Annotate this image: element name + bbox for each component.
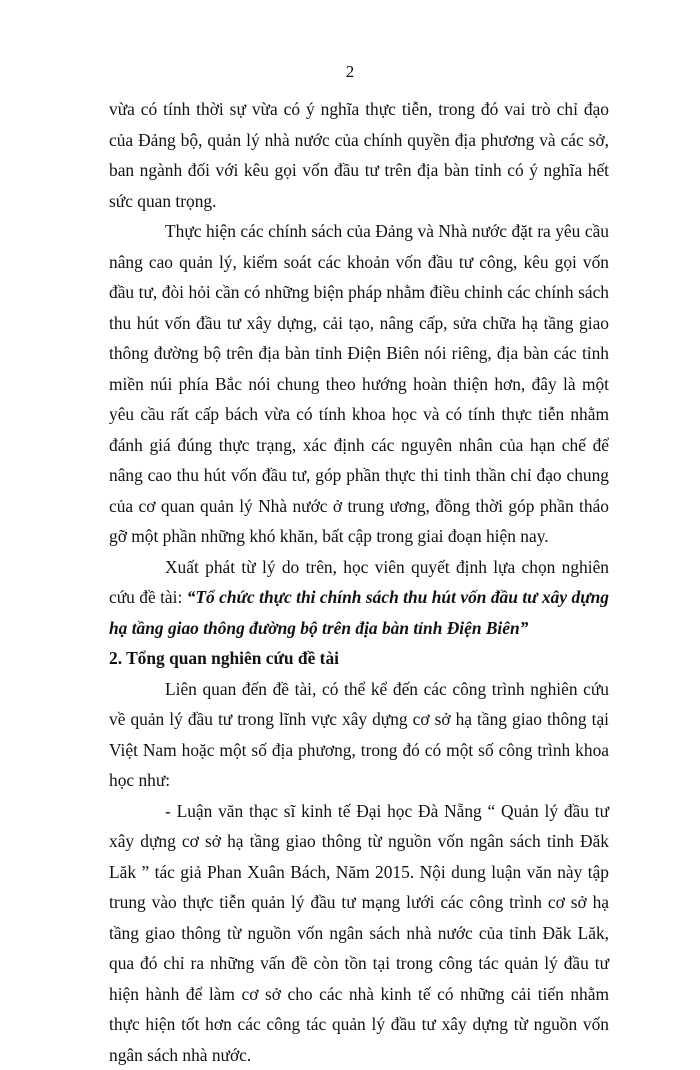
page-number: 2 <box>0 62 700 82</box>
paragraph-related-works: Liên quan đến đề tài, có thể kể đến các công trình nghiên cứu về quản lý đầu tư trong lĩnh vực xây dựng cơ sở hạ tầng giao thông tại Việt Nam hoặc một số địa phương, trong đó có một số công trình khoa học như: <box>109 674 609 796</box>
paragraph-context: vừa có tính thời sự vừa có ý nghĩa thực tiễn, trong đó vai trò chỉ đạo của Đảng bộ, quản lý nhà nước của chính quyền địa phương và các sở, ban ngành đối với kêu gọi vốn đầu tư trên địa bàn tỉnh có ý nghĩa hết sức quan trọng. <box>109 94 609 216</box>
document-body <box>109 94 609 1070</box>
paragraph-topic-selection <box>109 552 609 644</box>
thesis-title: “Tổ chức thực thi chính sách thu hút vốn đầu tư xây dựng hạ tầng giao thông đường bộ trên địa bàn tỉnh Điện Biên” <box>109 587 609 638</box>
section-heading-literature-review: 2. Tổng quan nghiên cứu đề tài <box>109 643 609 674</box>
paragraph-reference-thesis: - Luận văn thạc sĩ kinh tế Đại học Đà Nẵng “ Quản lý đầu tư xây dựng cơ sở hạ tầng giao thông từ nguồn vốn ngân sách tỉnh Đăk Lăk ” tác giả Phan Xuân Bách, Năm 2015. Nội dung luận văn này tập trung vào thực tiễn quản lý đầu tư mạng lưới các công trình cơ sở hạ tầng giao thông từ nguồn vốn ngân sách nhà nước của tỉnh Đăk Lăk, qua đó chỉ ra những vấn đề còn tồn tại trong công tác quản lý đầu tư hiện hành để làm cơ sở cho các nhà kinh tế có những cải tiến nhằm thực hiện tốt hơn các công tác quản lý đầu tư xây dựng từ nguồn vốn ngân sách nhà nước. <box>109 796 609 1070</box>
paragraph-policy-requirements: Thực hiện các chính sách của Đảng và Nhà nước đặt ra yêu cầu nâng cao quản lý, kiểm soát các khoản vốn đầu tư công, kêu gọi vốn đầu tư, đòi hỏi cần có những biện pháp nhằm điều chỉnh các chính sách thu hút vốn đầu tư xây dựng, cải tạo, nâng cấp, sửa chữa hạ tầng giao thông đường bộ trên địa bàn tỉnh Điện Biên nói riêng, địa bàn các tỉnh miền núi phía Bắc nói chung theo hướng hoàn thiện hơn, đây là một yêu cầu rất cấp bách vừa có tính khoa học và có tính thực tiễn nhằm đánh giá đúng thực trạng, xác định các nguyên nhân của hạn chế để nâng cao thu hút vốn đầu tư, góp phần thực thi tinh thần chỉ đạo chung của cơ quan quản lý Nhà nước ở trung ương, đồng thời góp phần tháo gỡ một phần những khó khăn, bất cập trong giai đoạn hiện nay. <box>109 216 609 552</box>
topic-intro-text: Xuất phát từ lý do trên, học viên quyết định lựa chọn nghiên cứu đề tài: <box>109 557 609 608</box>
